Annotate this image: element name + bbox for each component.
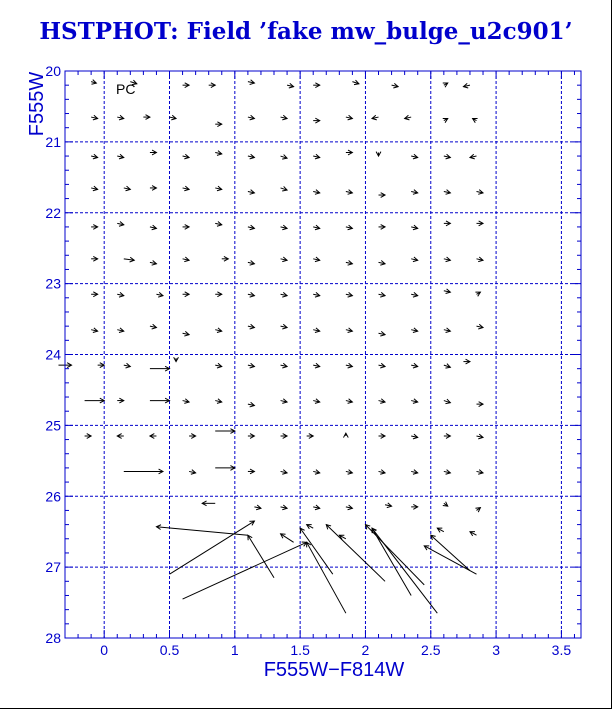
vector-arrow — [124, 363, 131, 368]
vector-arrow — [444, 154, 451, 159]
vector-arrow — [287, 83, 294, 88]
vector-arrow — [346, 225, 353, 230]
vector-arrow — [473, 118, 478, 122]
vector-shaft — [248, 535, 274, 578]
tick-labels — [45, 63, 571, 658]
vector-arrow — [117, 115, 124, 120]
vector-arrow — [183, 257, 190, 262]
vector-arrow — [183, 292, 190, 297]
vector-arrow — [444, 434, 451, 439]
vector-arrow — [411, 434, 418, 439]
vector-arrow — [346, 328, 353, 333]
vector-arrow — [365, 525, 424, 585]
y-tick-label: 26 — [45, 488, 61, 505]
vector-arrow — [248, 154, 255, 159]
vector-arrow — [346, 150, 353, 155]
vector-arrow — [215, 151, 222, 156]
vector-arrow — [124, 257, 134, 262]
y-tick-label: 21 — [45, 133, 61, 150]
vector-arrow — [281, 363, 288, 368]
vector-arrow — [143, 115, 150, 120]
vector-arrow — [476, 402, 483, 407]
y-tick-label: 24 — [45, 346, 61, 363]
vector-field — [58, 80, 483, 614]
vector-arrow — [150, 434, 157, 439]
vector-arrow — [281, 399, 288, 404]
vector-arrow — [346, 470, 353, 475]
vector-arrow — [379, 331, 386, 336]
vector-arrow — [444, 190, 451, 195]
vector-arrow — [411, 504, 418, 509]
vector-arrow — [379, 292, 386, 297]
vector-arrow — [117, 222, 124, 227]
vector-arrow — [372, 528, 437, 613]
vector-arrow — [150, 225, 157, 230]
vector-arrow — [150, 324, 157, 329]
y-tick-label: 23 — [45, 275, 61, 292]
vector-arrow — [91, 186, 98, 191]
vector-arrow — [98, 363, 105, 368]
vector-arrow — [444, 289, 451, 294]
vector-arrow — [379, 225, 386, 230]
vector-arrow — [281, 292, 288, 297]
vector-arrow — [411, 470, 418, 475]
vector-arrow — [281, 534, 294, 543]
vector-arrow — [352, 80, 359, 85]
vector-arrow — [150, 366, 170, 371]
vector-arrow — [117, 434, 124, 439]
vector-arrow — [150, 261, 157, 266]
vector-arrow — [443, 83, 448, 87]
vector-arrow — [411, 399, 418, 404]
vector-arrow — [379, 470, 386, 475]
vector-arrow — [372, 528, 411, 595]
vector-arrow — [117, 154, 124, 159]
vector-head — [473, 118, 478, 122]
y-tick-label: 25 — [45, 417, 61, 434]
vector-arrow — [215, 328, 222, 333]
vector-arrow — [183, 225, 190, 230]
vector-arrow — [372, 115, 379, 120]
vector-arrow — [215, 292, 222, 297]
vector-arrow — [379, 193, 386, 198]
vector-arrow — [313, 328, 320, 333]
vector-arrow — [281, 257, 288, 262]
vector-arrow — [437, 528, 444, 532]
vector-arrow — [411, 328, 418, 333]
vector-arrow — [476, 324, 483, 329]
vector-arrow — [189, 434, 196, 439]
vector-arrow — [215, 122, 222, 127]
vector-arrow — [463, 83, 470, 88]
vector-arrow — [248, 190, 255, 195]
vector-arrow — [174, 357, 179, 361]
vector-arrow — [117, 398, 124, 403]
vector-arrow — [313, 190, 320, 195]
vector-arrow — [346, 261, 353, 266]
vector-arrow — [313, 292, 320, 297]
vector-arrow — [313, 83, 320, 88]
vector-arrow — [470, 532, 477, 536]
vector-arrow — [313, 225, 320, 230]
grid-lines — [65, 71, 581, 638]
vector-head — [475, 292, 480, 296]
vector-arrow — [379, 434, 386, 439]
pc-annotation: PC — [116, 81, 136, 97]
x-tick-label: 2.5 — [421, 642, 441, 658]
vector-arrow — [281, 505, 288, 510]
vector-arrow — [444, 399, 451, 404]
vector-arrow — [376, 152, 381, 156]
vector-arrow — [170, 115, 177, 120]
vector-arrow — [475, 292, 480, 296]
vector-arrow — [379, 363, 386, 368]
vector-arrow — [215, 399, 222, 404]
vector-arrow — [85, 434, 92, 439]
vector-arrow — [183, 83, 190, 88]
x-tick-label: 3.5 — [551, 642, 572, 658]
vector-arrow — [476, 470, 483, 475]
vector-arrow — [411, 225, 418, 230]
vector-arrow — [215, 466, 235, 471]
vector-arrow — [91, 292, 98, 297]
vector-arrow — [476, 434, 483, 439]
vector-arrow — [156, 292, 163, 297]
x-tick-label: 0 — [100, 642, 109, 658]
vector-arrow — [313, 154, 320, 159]
x-tick-label: 1 — [230, 642, 239, 658]
vector-arrow — [183, 399, 190, 404]
vector-shaft — [365, 525, 424, 585]
vector-arrow — [248, 434, 255, 439]
vector-arrow — [443, 502, 448, 507]
vector-arrow — [189, 470, 196, 475]
vector-arrow — [91, 328, 98, 333]
vector-arrow — [91, 115, 98, 120]
vector-arrow — [313, 505, 320, 510]
y-tick-label: 22 — [45, 204, 61, 221]
vector-arrow — [385, 503, 392, 508]
x-tick-label: 3 — [492, 642, 500, 658]
vector-arrow — [405, 115, 412, 120]
vector-arrow — [215, 429, 235, 434]
vector-arrow — [443, 118, 448, 122]
vector-arrow — [411, 292, 418, 297]
vector-arrow — [248, 292, 255, 297]
vector-arrow — [117, 328, 124, 333]
vector-arrow — [346, 190, 353, 195]
vector-arrow — [392, 83, 399, 88]
vector-arrow — [248, 261, 255, 266]
vector-arrow — [150, 150, 157, 155]
vector-arrow — [124, 186, 131, 191]
vector-head — [443, 83, 448, 87]
vector-arrow — [215, 363, 222, 368]
vector-arrow — [346, 292, 353, 297]
vector-shaft — [372, 528, 437, 613]
vector-arrow — [117, 292, 124, 297]
vector-arrow — [281, 434, 288, 439]
vector-arrow — [281, 155, 288, 160]
vector-arrow — [281, 324, 288, 329]
vector-arrow — [91, 256, 98, 261]
vector-arrow — [444, 221, 451, 226]
vector-arrow — [313, 257, 320, 262]
vector-arrow — [444, 470, 451, 475]
x-axis-title: F555W−F814W — [263, 659, 405, 681]
vector-arrow — [281, 115, 288, 120]
vector-arrow — [411, 190, 418, 195]
vector-arrow — [313, 363, 320, 368]
vector-arrow — [248, 363, 255, 368]
x-tick-label: 1.5 — [290, 642, 310, 658]
vector-arrow — [313, 118, 320, 123]
vector-arrow — [463, 359, 470, 364]
vector-arrow — [248, 535, 274, 578]
vector-arrow — [248, 225, 255, 230]
vector-arrow — [346, 399, 353, 404]
vector-arrow — [202, 501, 215, 506]
vector-arrow — [475, 508, 480, 513]
vector-arrow — [248, 402, 255, 407]
vector-arrow — [183, 154, 190, 159]
vector-shaft — [424, 546, 476, 574]
vector-arrow — [183, 331, 190, 336]
vector-arrow — [307, 542, 346, 613]
vector-arrow — [424, 546, 476, 574]
vector-arrow — [150, 398, 170, 403]
vector-arrow — [313, 470, 320, 475]
vector-shaft — [183, 542, 307, 599]
vector-shaft — [307, 542, 346, 613]
vector-arrow — [91, 225, 98, 230]
vector-head — [443, 118, 448, 122]
y-axis-title: F555W — [26, 71, 48, 137]
vector-arrow — [124, 469, 163, 474]
vector-arrow — [346, 505, 353, 510]
vector-arrow — [470, 154, 477, 159]
vector-arrow — [476, 190, 483, 195]
vector-arrow — [444, 328, 451, 333]
y-tick-label: 20 — [45, 63, 61, 79]
vector-arrow — [444, 257, 451, 262]
vector-arrow — [343, 433, 348, 437]
vector-arrow — [248, 80, 255, 85]
vector-arrow — [248, 324, 255, 329]
vector-arrow — [91, 80, 96, 85]
vector-arrow — [444, 364, 451, 369]
vector-arrow — [307, 434, 314, 439]
vector-arrow — [91, 154, 98, 159]
vector-arrow — [346, 363, 353, 368]
y-tick-label: 27 — [45, 559, 61, 576]
vector-arrow — [379, 261, 386, 266]
vector-arrow — [346, 115, 353, 120]
vector-arrow — [281, 470, 288, 475]
vector-arrow — [476, 221, 483, 226]
x-tick-label: 0.5 — [159, 642, 180, 658]
vector-arrow — [215, 222, 222, 227]
vector-arrow — [209, 83, 216, 88]
vector-shaft — [372, 528, 411, 595]
vector-arrow — [85, 398, 105, 403]
x-tick-label: 2 — [361, 642, 370, 658]
vector-arrow — [248, 115, 255, 120]
vector-arrow — [254, 505, 261, 510]
vector-arrow — [411, 363, 418, 368]
vector-arrow — [307, 525, 314, 529]
vector-arrow — [222, 256, 229, 261]
vector-arrow — [183, 186, 190, 191]
vector-arrow — [281, 225, 288, 230]
vector-arrow — [379, 399, 386, 404]
vector-arrow — [248, 469, 255, 474]
vector-arrow — [411, 154, 418, 159]
y-tick-label: 28 — [45, 630, 61, 646]
chart-title: HSTPHOT: Field ’fake mw_bulge_u2c901’ — [39, 18, 573, 45]
vector-arrow — [476, 257, 483, 262]
vector-arrow — [281, 186, 288, 191]
vector-arrow — [411, 257, 418, 262]
vector-arrow — [215, 186, 222, 191]
vector-arrow — [313, 399, 320, 404]
vector-arrow — [150, 186, 157, 191]
vector-arrow — [183, 542, 307, 599]
